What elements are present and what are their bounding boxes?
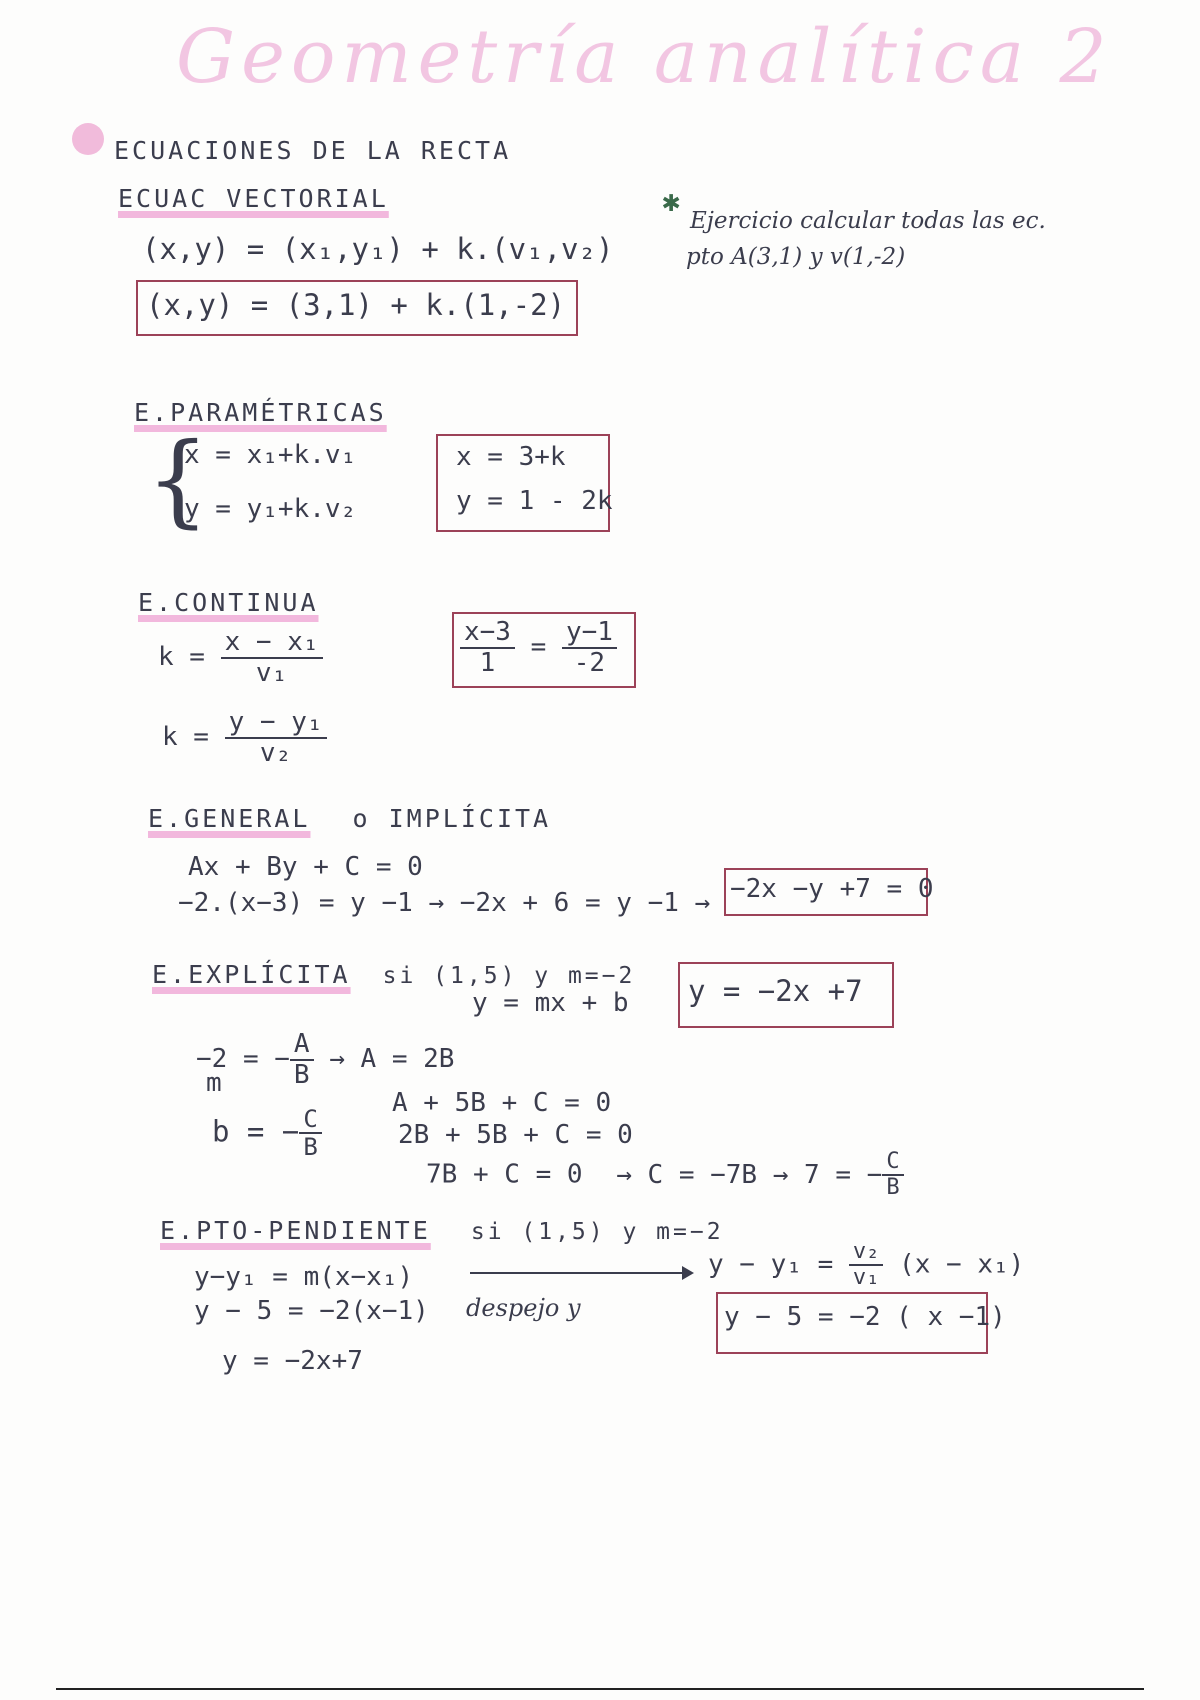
- continuous-k1: [158, 628, 323, 687]
- page-title: Geometría analítica 2: [176, 14, 1113, 100]
- explicit-b-den: B: [303, 1133, 318, 1162]
- explicit-m-num: A: [290, 1030, 314, 1061]
- explicit-step2: 2B + 5B + C = 0: [398, 1120, 633, 1150]
- continuous-k2: [162, 708, 327, 767]
- parametric-brace: {: [146, 421, 210, 538]
- continuous-k1-lhs: k =: [158, 642, 205, 673]
- explicit-m-den: B: [293, 1059, 310, 1090]
- continuous-k1-den: v₁: [255, 657, 288, 688]
- continuous-answer-num1: x−3: [460, 618, 515, 649]
- point-slope-alt-rhs: (x − x₁): [899, 1249, 1025, 1280]
- continuous-heading: [138, 588, 319, 617]
- section-bullet: [72, 123, 104, 155]
- explicit-b-line: [212, 1106, 322, 1161]
- general-heading: [148, 804, 551, 833]
- point-slope-step2: y = −2x+7: [222, 1346, 363, 1376]
- explicit-condition: si (1,5) y m=−2: [382, 963, 636, 989]
- continuous-k2-lhs: k =: [162, 722, 209, 753]
- explicit-m-line: [196, 1030, 454, 1089]
- bottom-divider: [56, 1688, 1144, 1690]
- vectorial-general-eq: (x,y) = (x₁,y₁) + k.(v₁,v₂): [142, 232, 614, 266]
- continuous-answer: [460, 618, 617, 677]
- continuous-answer-equals: =: [530, 632, 547, 663]
- continuous-k2-num: y − y₁: [225, 708, 327, 739]
- exercise-note-line2: pto A(3,1) y v(1,-2): [686, 244, 906, 270]
- point-slope-alt-fraction: [849, 1240, 884, 1290]
- parametric-x-answer: x = 3+k: [456, 442, 566, 472]
- point-slope-step1: y − 5 = −2(x−1): [194, 1296, 429, 1326]
- continuous-k2-fraction: [225, 708, 327, 767]
- point-slope-step1-note: despejo y: [466, 1294, 581, 1322]
- explicit-step3-den: B: [886, 1175, 900, 1201]
- continuous-answer-den2: -2: [573, 647, 606, 678]
- continuous-heading-text: E.CONTINUA: [138, 588, 319, 617]
- point-slope-alt-num: v₂: [849, 1240, 884, 1266]
- continuous-k1-fraction: [221, 628, 323, 687]
- explicit-step3-result: → C = −7B → 7 = −: [616, 1159, 883, 1190]
- explicit-step1: A + 5B + C = 0: [392, 1088, 612, 1118]
- vectorial-answer: (x,y) = (3,1) + k.(1,-2): [146, 288, 566, 322]
- general-answer: −2x −y +7 = 0: [730, 874, 934, 904]
- explicit-heading-text: E.EXPLÍCITA: [152, 960, 351, 989]
- parametric-x-general: x = x₁+k.v₁: [184, 440, 357, 470]
- point-slope-alt-den: v₁: [852, 1265, 880, 1291]
- general-heading-text: E.GENERAL: [148, 804, 311, 833]
- general-heading-rest: o IMPLÍCITA: [352, 804, 552, 833]
- continuous-k2-den: v₂: [259, 737, 292, 768]
- point-slope-alt: [708, 1240, 1024, 1290]
- explicit-m-result: → A = 2B: [329, 1044, 455, 1075]
- explicit-b-fraction: [299, 1106, 321, 1161]
- continuous-answer-frac2: [562, 618, 617, 677]
- vectorial-heading-text: ECUAC VECTORIAL: [118, 184, 389, 213]
- point-slope-alt-lhs: y − y₁ =: [708, 1249, 834, 1280]
- point-slope-heading-text: E.PTO-PENDIENTE: [160, 1216, 431, 1245]
- explicit-formula: y = mx + b: [472, 988, 629, 1018]
- explicit-step3-eq: 7B + C = 0: [426, 1159, 583, 1190]
- asterisk-icon: ✱: [662, 184, 681, 219]
- explicit-m-label: m: [206, 1068, 222, 1098]
- explicit-b-lhs: b = −: [212, 1114, 300, 1149]
- parametric-y-answer: y = 1 - 2k: [456, 486, 613, 516]
- explicit-heading: [152, 960, 635, 989]
- vectorial-heading: [118, 184, 389, 213]
- point-slope-condition: si (1,5) y m=−2: [470, 1219, 724, 1245]
- parametric-y-general: y = y₁+k.v₂: [184, 494, 357, 524]
- continuous-answer-frac1: [460, 618, 515, 677]
- explicit-step3: [426, 1150, 904, 1200]
- explicit-b-num: C: [299, 1106, 321, 1134]
- continuous-answer-den1: 1: [479, 647, 496, 678]
- parametric-heading-text: E.PARAMÉTRICAS: [134, 398, 387, 427]
- explicit-m-lhs: −2 = −: [196, 1044, 290, 1075]
- point-slope-formula: y−y₁ = m(x−x₁): [194, 1262, 414, 1292]
- section-heading: ECUACIONES DE LA RECTA: [114, 136, 512, 165]
- general-formula: Ax + By + C = 0: [188, 852, 423, 882]
- explicit-step3-fraction: [882, 1150, 903, 1200]
- explicit-answer: y = −2x +7: [688, 974, 863, 1008]
- point-slope-heading: [160, 1216, 724, 1245]
- explicit-step3-num: C: [882, 1150, 903, 1176]
- explicit-m-fraction: [290, 1030, 314, 1089]
- point-slope-arrow: [470, 1272, 692, 1274]
- continuous-answer-num2: y−1: [562, 618, 617, 649]
- point-slope-answer: y − 5 = −2 ( x −1): [724, 1302, 1006, 1332]
- exercise-note-line1: Ejercicio calcular todas las ec.: [690, 208, 1046, 234]
- general-derivation: −2.(x−3) = y −1 → −2x + 6 = y −1 →: [178, 888, 711, 918]
- continuous-k1-num: x − x₁: [221, 628, 323, 659]
